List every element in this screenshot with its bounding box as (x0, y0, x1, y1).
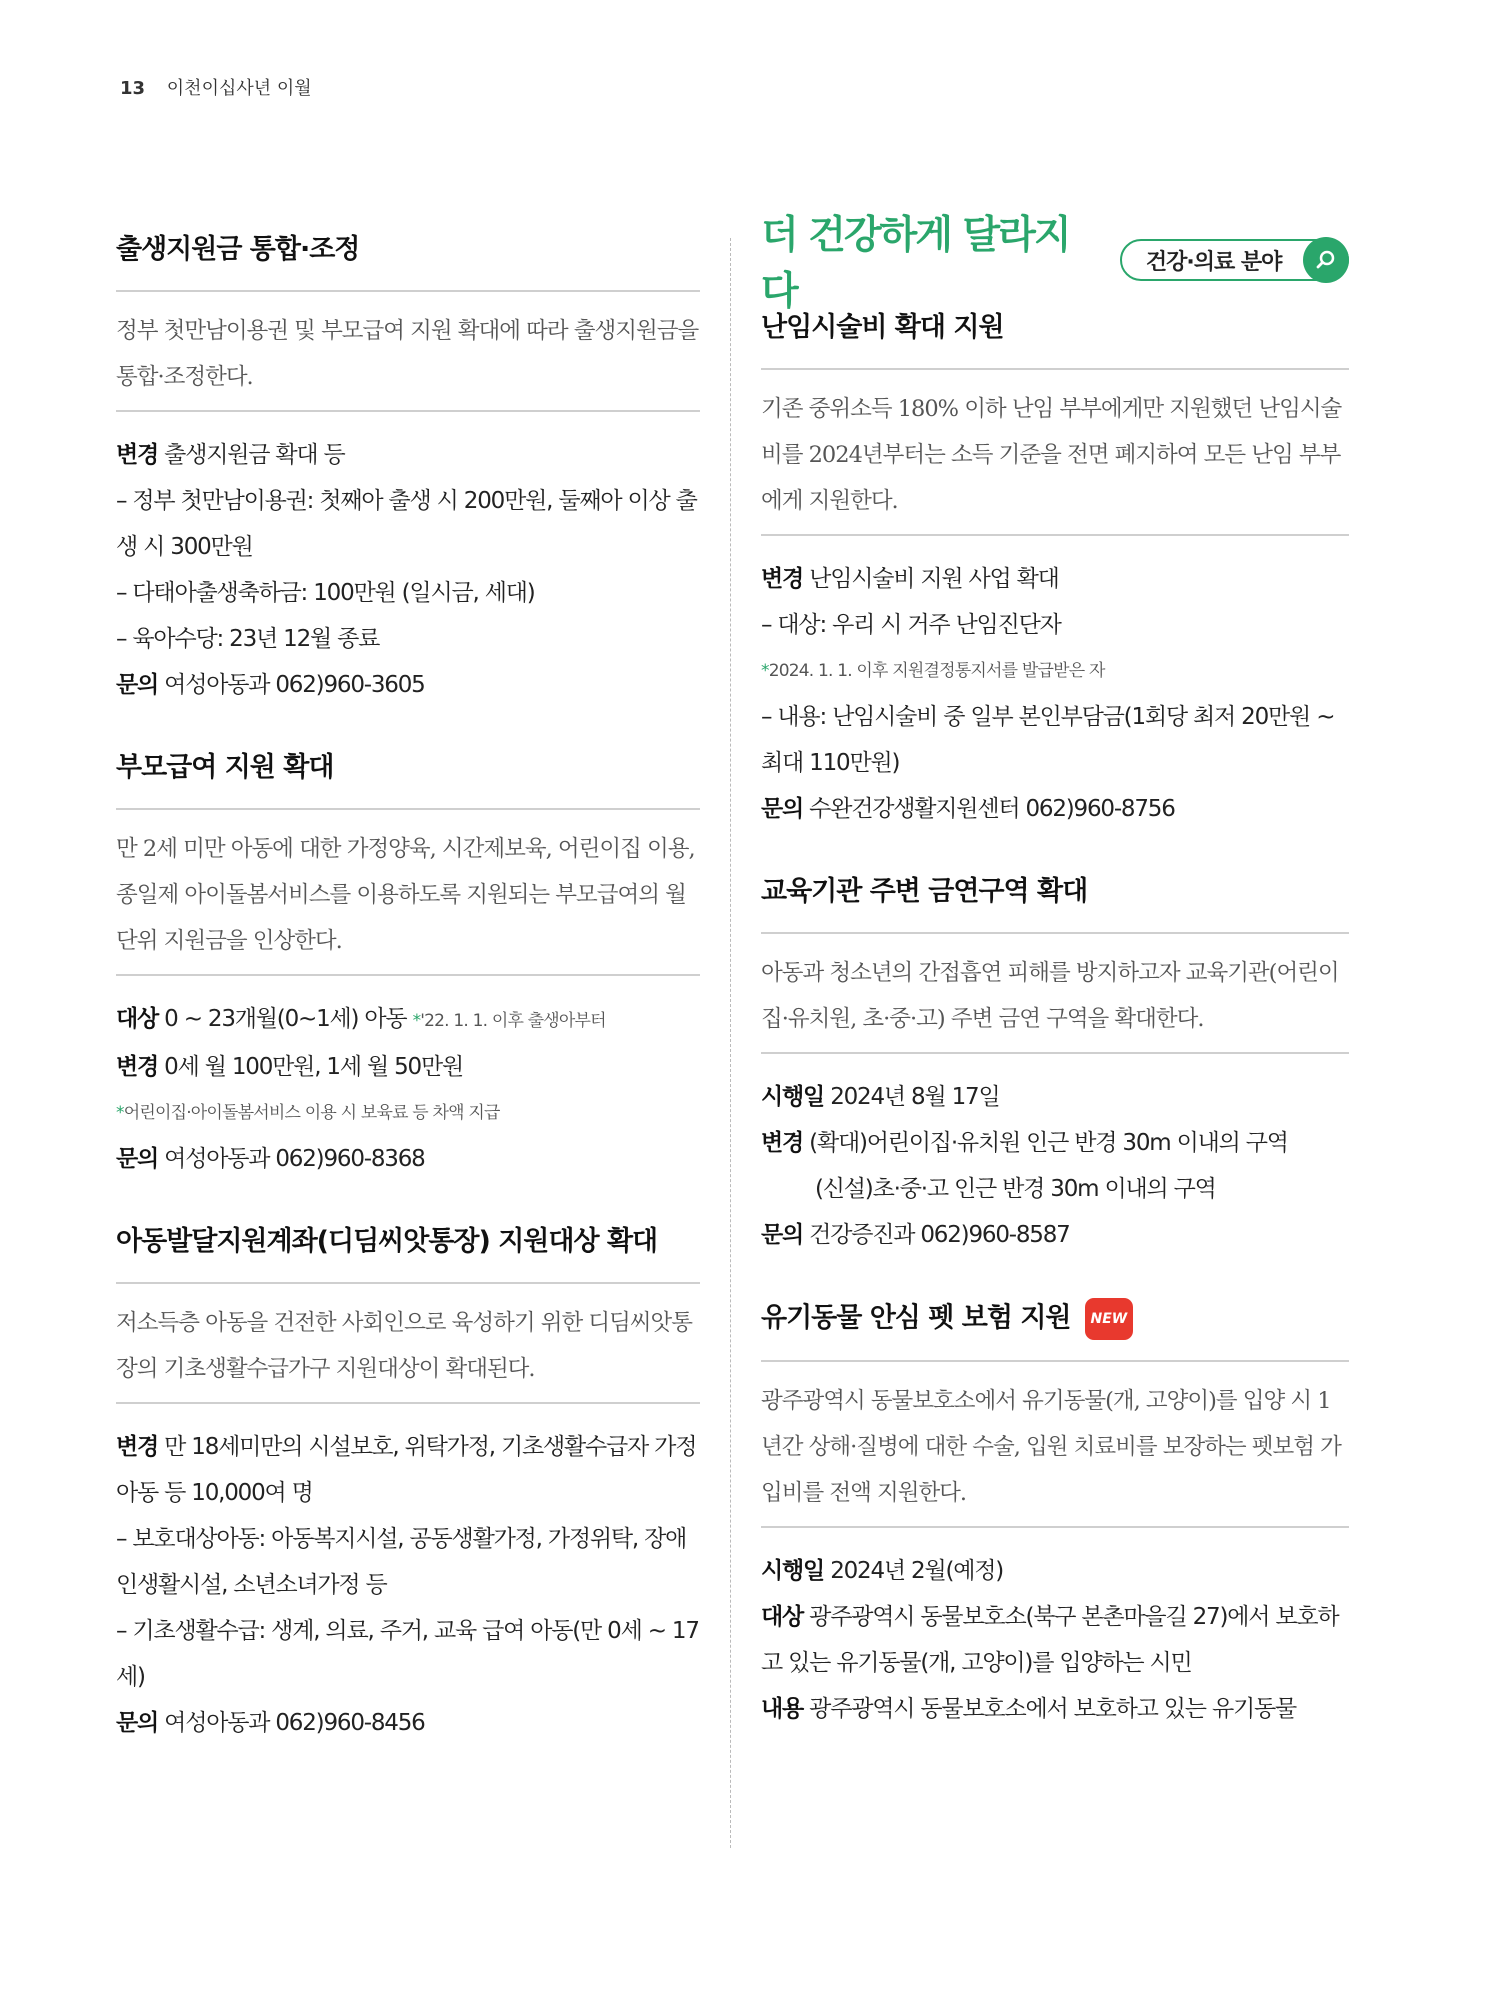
left-column (116, 230, 700, 1774)
value: 광주광역시 동물보호소(북구 본촌마을길 27)에서 보호하고 있는 유기동물(개, 고양이)를 입양하는 시민 (761, 1604, 1339, 1676)
search-icon (1303, 237, 1349, 283)
change-line (116, 1424, 700, 1516)
date-line (761, 1074, 1349, 1120)
section-birth-support (116, 230, 700, 708)
value: 0 ~ 23개월(0~1세) 아동 (164, 1006, 407, 1032)
right-column (761, 213, 1349, 1760)
section-description: 정부 첫만남이용권 및 부모급여 지원 확대에 따라 출생지원금을 통합·조정한다. (116, 318, 699, 390)
new-badge: NEW (1085, 1298, 1134, 1340)
label: 변경 (116, 1434, 159, 1460)
contact-line (761, 1212, 1349, 1258)
section-description: 만 2세 미만 아동에 대한 가정양육, 시간제보육, 어린이집 이용, 종일제 아이돌봄서비스를 이용하도록 지원되는 부모급여의 월 단위 지원금을 인상한다. (116, 836, 695, 954)
footnote: *'22. 1. 1. 이후 출생아부터 (412, 1011, 606, 1031)
label: 변경 (761, 1130, 804, 1156)
label: 변경 (116, 442, 159, 468)
topic-header (761, 213, 1349, 314)
list-item: – 대상: 우리 시 거주 난임진단자 (761, 612, 1061, 638)
section-title: 유기동물 안심 펫 보험 지원 (761, 1302, 1071, 1334)
change-line (761, 1120, 1349, 1166)
section-title: 출생지원금 통합·조정 (116, 234, 360, 265)
date-line (761, 1548, 1349, 1594)
target-line (116, 996, 700, 1044)
section-didim-account (116, 1222, 700, 1746)
label: 문의 (116, 1146, 159, 1172)
footnote: *어린이집·아이돌봄서비스 이용 시 보육료 등 차액 지급 (116, 1103, 500, 1123)
change-line-2: (신설)초·중·고 인근 반경 30m 이내의 구역 (815, 1176, 1216, 1202)
section-details (761, 1528, 1349, 1732)
value: 2024년 8월 17일 (830, 1084, 1000, 1110)
section-details (761, 536, 1349, 832)
value: 2024년 2월(예정) (830, 1558, 1004, 1584)
topic-title: 더 건강하게 달라지다 (761, 213, 1070, 314)
label: 시행일 (761, 1558, 825, 1584)
label: 내용 (761, 1696, 804, 1722)
label: 변경 (761, 566, 804, 592)
value: 출생지원금 확대 등 (164, 442, 345, 468)
section-parent-allowance (116, 748, 700, 1182)
section-details (116, 412, 700, 708)
footnote-star: * (116, 1103, 124, 1123)
change-line (116, 432, 700, 478)
section-description: 광주광역시 동물보호소에서 유기동물(개, 고양이)를 입양 시 1년간 상해·질병에 대한 수술, 입원 치료비를 보장하는 펫보험 가입비를 전액 지원한다. (761, 1388, 1341, 1506)
contact-line (116, 1700, 700, 1746)
label: 대상 (116, 1006, 159, 1032)
category-label: 건강·의료 분야 (1145, 249, 1282, 275)
value: 여성아동과 062)960-8456 (164, 1710, 425, 1736)
column-divider (730, 238, 731, 1848)
section-infertility (761, 308, 1349, 832)
section-title-row (761, 1298, 1349, 1340)
section-title: 교육기관 주변 금연구역 확대 (761, 876, 1088, 907)
value: 건강증진과 062)960-8587 (809, 1222, 1070, 1248)
value: 0세 월 100만원, 1세 월 50만원 (164, 1054, 464, 1080)
change-line (761, 556, 1349, 602)
page-header (120, 74, 312, 100)
footnote: *2024. 1. 1. 이후 지원결정통지서를 발급받은 자 (761, 661, 1105, 681)
list-item: – 정부 첫만남이용권: 첫째아 출생 시 200만원, 둘째아 이상 출생 시 300만원 (116, 488, 697, 560)
value: 여성아동과 062)960-8368 (164, 1146, 425, 1172)
value: (확대)어린이집·유치원 인근 반경 30m 이내의 구역 (809, 1130, 1288, 1156)
page-number: 13 (120, 78, 146, 99)
section-title: 부모급여 지원 확대 (116, 752, 334, 783)
issue-title: 이천이십사년 이월 (166, 78, 312, 99)
section-title: 난임시술비 확대 지원 (761, 312, 1004, 343)
section-details (116, 976, 700, 1182)
section-details (761, 1054, 1349, 1258)
list-item: – 기초생활수급: 생계, 의료, 주거, 교육 급여 아동(만 0세 ~ 17세) (116, 1618, 699, 1690)
value: 수완건강생활지원센터 062)960-8756 (809, 796, 1175, 822)
label: 시행일 (761, 1084, 825, 1110)
contact-line (116, 1136, 700, 1182)
list-item: – 육아수당: 23년 12월 종료 (116, 626, 380, 652)
section-description: 저소득층 아동을 건전한 사회인으로 육성하기 위한 디딤씨앗통장의 기초생활수급가구 지원대상이 확대된다. (116, 1310, 693, 1382)
category-pill (1120, 239, 1349, 281)
label: 문의 (116, 1710, 159, 1736)
value: 광주광역시 동물보호소에서 보호하고 있는 유기동물 (809, 1696, 1297, 1722)
content-line (761, 1686, 1349, 1732)
list-item: – 다태아출생축하금: 100만원 (일시금, 세대) (116, 580, 535, 606)
section-description: 아동과 청소년의 간접흡연 피해를 방지하고자 교육기관(어린이집·유치원, 초·중·고) 주변 금연 구역을 확대한다. (761, 960, 1339, 1032)
section-description: 기존 중위소득 180% 이하 난임 부부에게만 지원했던 난임시술비를 2024년부터는 소득 기준을 전면 폐지하여 모든 난임 부부에게 지원한다. (761, 396, 1342, 514)
label: 변경 (116, 1054, 159, 1080)
section-no-smoking (761, 872, 1349, 1258)
label: 대상 (761, 1604, 804, 1630)
section-pet-insurance (761, 1298, 1349, 1732)
value: 여성아동과 062)960-3605 (164, 672, 425, 698)
list-item: – 보호대상아동: 아동복지시설, 공동생활가정, 가정위탁, 장애인생활시설, 소년소녀가정 등 (116, 1526, 687, 1598)
label: 문의 (116, 672, 159, 698)
footnote-star: * (761, 661, 769, 681)
contact-line (116, 662, 700, 708)
value: 난임시술비 지원 사업 확대 (809, 566, 1059, 592)
label: 문의 (761, 796, 804, 822)
list-item: – 내용: 난임시술비 중 일부 본인부담금(1회당 최저 20만원 ~ 최대 110만원) (761, 704, 1335, 776)
section-title: 아동발달지원계좌(디딤씨앗통장) 지원대상 확대 (116, 1226, 658, 1257)
change-line (116, 1044, 700, 1090)
section-details (116, 1404, 700, 1746)
contact-line (761, 786, 1349, 832)
footnote-star: * (412, 1011, 421, 1031)
value: 만 18세미만의 시설보호, 위탁가정, 기초생활수급자 가정 아동 등 10,000여 명 (116, 1434, 697, 1506)
label: 문의 (761, 1222, 804, 1248)
target-line (761, 1594, 1349, 1686)
